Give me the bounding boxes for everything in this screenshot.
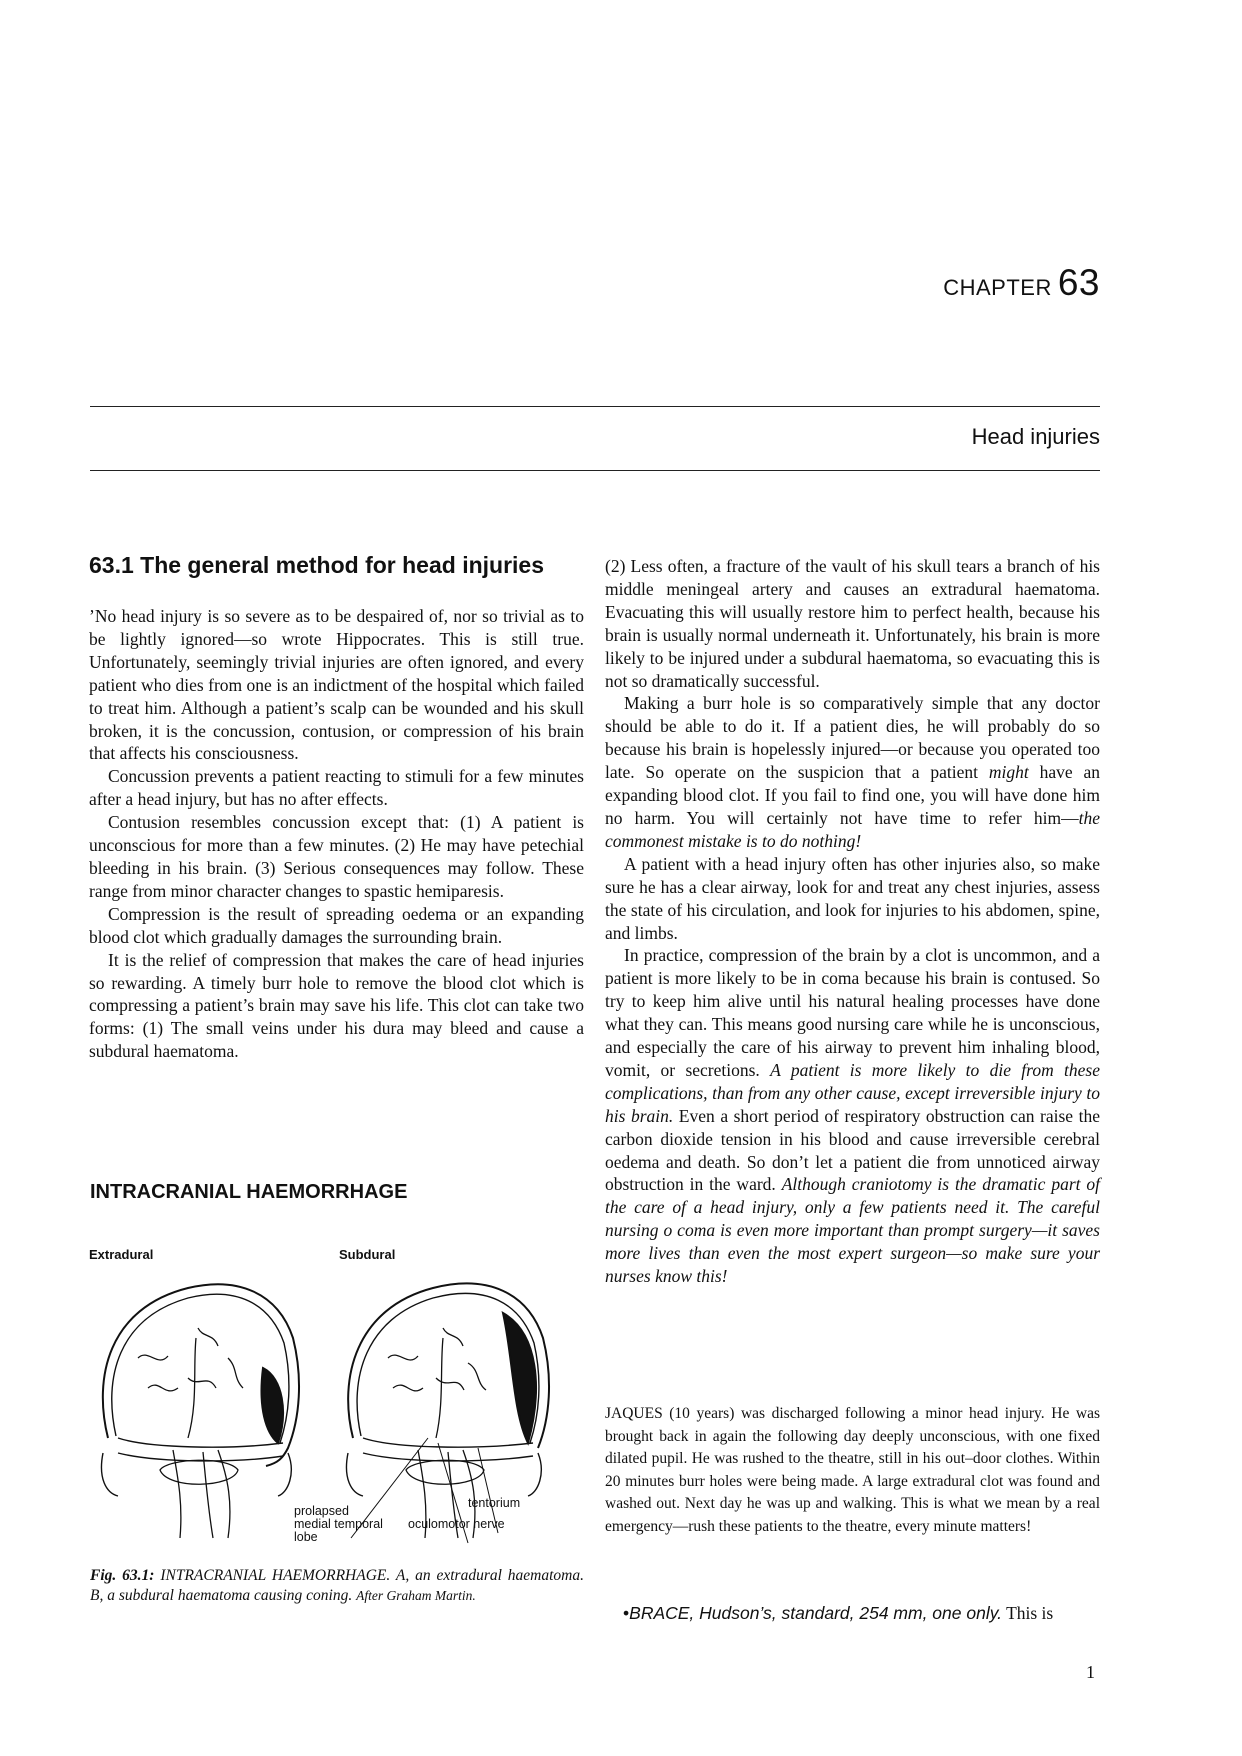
paragraph: In practice, compression of the brain by a clot is uncommon, and a patient is more likely to be in coma because his brain is contused. So try to keep him alive until his natural healing processes have done what they can. This means good nursing care while he is unconscious, and especially the care of his airway to prevent him inhaling blood, vomit, or secretions. A patient is more likely to die from these complications, than from any other cause, except irreversible injury to his brain. Even a short period of respiratory obstruction can raise the carbon dioxide tension in his blood and cause irreversible cerebral oedema and death. So don’t let a patient die from unnoticed airway obstruction in the ward. Although craniotomy is the dramatic part of the care of a head injury, only a few patients need it. The careful nursing o coma is even more important than prompt surgery—it saves more lives than even the most expert surgeon—so make sure your nurses know this! bbox=[605, 945, 1101, 1287]
equipment-bullet bbox=[623, 1603, 1053, 1624]
bullet-item: BRACE, Hudson’s, standard, 254 mm, one only. bbox=[629, 1603, 1003, 1623]
paragraph: Compression is the result of spreading oedema or an expanding blood clot which gradually damages the surrounding brain. bbox=[89, 903, 584, 947]
top-rule bbox=[90, 406, 1100, 407]
paragraph: Making a burr hole is so comparatively simple that any doctor should be able to do it. If a patient dies, he will probably do so because his brain is hopelessly injured—or because you operated too late. So operate on the suspicion that a patient might have an expanding blood clot. If you fail to find one, you will have done him no harm. You will certainly not have time to refer him—the commonest mistake is to do nothing! bbox=[605, 693, 1100, 851]
figure-heading: INTRACRANIAL HAEMORRHAGE bbox=[90, 1181, 408, 1203]
paragraph: Contusion resembles concussion except that: (1) A patient is unconscious for more than a few minutes. (2) He may have petechial bleeding in his brain. (3) Serious consequences may follow. These range from minor character changes to spastic hemiparesis. bbox=[89, 812, 584, 901]
figure-caption-lead: Fig. 63.1: bbox=[90, 1567, 155, 1584]
figure-caption: Fig. 63.1: INTRACRANIAL HAEMORRHAGE. A, an extradural haematoma. B, a subdural haematoma causing coning. After Graham Martin. bbox=[90, 1567, 584, 1604]
figure-label-extradural: Extradural bbox=[89, 1247, 154, 1262]
annotation-oculomotor-nerve: oculomotor nerve bbox=[408, 1517, 505, 1531]
chapter-number: 63 bbox=[1057, 262, 1100, 303]
paragraph: (2) Less often, a fracture of the vault of his skull tears a branch of his middle meningeal artery and causes an extradural haematoma. Evacuating this will usually restore him to perfect health, because his brain is usually normal underneath it. Unfortunately, his brain is more likely to be injured under a subdural haematoma, so evacuating this is not so dramatically successful. bbox=[605, 556, 1100, 691]
annotation-prolapsed: prolapsed medial temporal lobe bbox=[294, 1504, 383, 1544]
chapter-heading bbox=[943, 262, 1100, 304]
page-number: 1 bbox=[1086, 1662, 1095, 1682]
chapter-title: Head injuries bbox=[971, 424, 1100, 449]
subdural-clot bbox=[503, 1313, 536, 1443]
bullet-mark: • bbox=[623, 1603, 630, 1623]
paragraph: Concussion prevents a patient reacting to stimuli for a few minutes after a head injury, but has no after effects. bbox=[89, 766, 584, 810]
paragraph: A patient with a head injury often has other injuries also, so make sure he has a clear airway, look for and treat any chest injuries, assess the state of his circulation, and look for injuries to his abdomen, spine, and limbs. bbox=[605, 853, 1100, 943]
extradural-clot bbox=[261, 1368, 283, 1443]
figure-label-subdural: Subdural bbox=[339, 1247, 396, 1262]
section-title: 63.1 The general method for head injuries bbox=[89, 552, 545, 578]
left-column bbox=[89, 605, 584, 1063]
case-report: JAQUES (10 years) was discharged following a minor head injury. He was brought back in again the following day deeply unconscious, with one fixed dilated pupil. He was rushed to the theatre, still in his out–door clothes. Within 20 minutes burr holes were being made. A large extradural clot was found and washed out. Next day he was up and walking. This is what we mean by a real emergency—rush these patients to the theatre, every minute matters! bbox=[605, 1405, 1100, 1535]
annotation-tentorium: tentorium bbox=[468, 1496, 521, 1510]
bullet-tail: This is bbox=[1002, 1603, 1054, 1623]
right-column bbox=[605, 555, 1100, 1288]
chapter-label: CHAPTER bbox=[943, 275, 1052, 300]
paragraph: It is the relief of compression that makes the care of head injuries so rewarding. A timely burr hole to remove the blood clot which is compressing a patient’s brain may save his life. This clot can take two forms: (1) The small veins under his dura may bleed and cause a subdural haematoma. bbox=[89, 949, 584, 1062]
bottom-rule bbox=[90, 470, 1100, 471]
paragraph: ’No head injury is so severe as to be despaired of, nor so trivial as to be lightly ignored—so wrote Hippocrates. This is still true. Unfortunately, seemingly trivial injuries are often ignored, and every patient who dies from one is an indictment of the hospital which failed to treat him. Although a patient’s scalp can be wounded and his skull broken, it is the concussion, contusion, or compression of his brain that affects his consciousness. bbox=[89, 606, 584, 764]
figure-illustration bbox=[88, 1238, 588, 1558]
